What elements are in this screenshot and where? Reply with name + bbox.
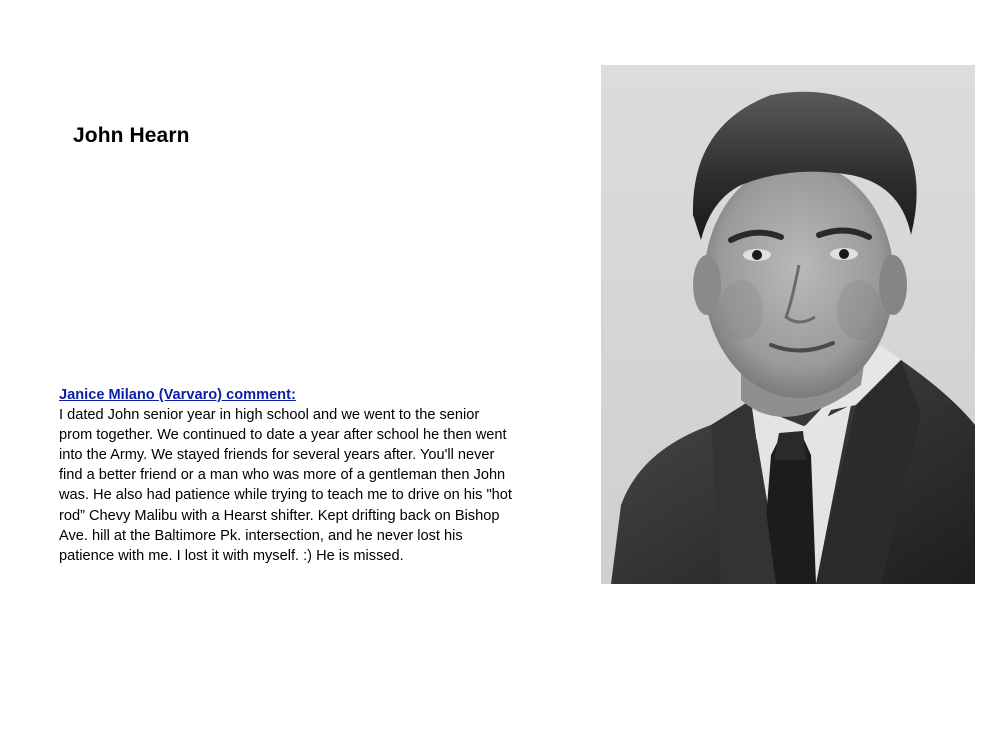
portrait-illustration xyxy=(601,65,975,584)
comment-body xyxy=(59,405,549,566)
comment-line: prom together. We continued to date a year after school he then went xyxy=(59,427,507,444)
comment-line: find a better friend or a man who was more of a gentleman then John xyxy=(59,467,506,484)
page-title: John Hearn xyxy=(73,124,190,147)
comment-line: patience with me. I lost it with myself. :) He is missed. xyxy=(59,547,404,564)
comment-line: I dated John senior year in high school and we went to the senior xyxy=(59,407,480,424)
comment-line: rod” Chevy Malibu with a Hearst shifter. Kept drifting back on Bishop xyxy=(59,507,500,524)
comment-line: into the Army. We stayed friends for several years after. You'll never xyxy=(59,447,495,464)
comment-author-link[interactable]: Janice Milano (Varvaro) comment: xyxy=(59,387,296,403)
comment-block xyxy=(59,385,549,566)
comment-line: Ave. hill at the Baltimore Pk. intersection, and he never lost his xyxy=(59,527,463,544)
portrait-photo xyxy=(601,65,975,584)
comment-line: was. He also had patience while trying to teach me to drive on his "hot xyxy=(59,487,512,504)
